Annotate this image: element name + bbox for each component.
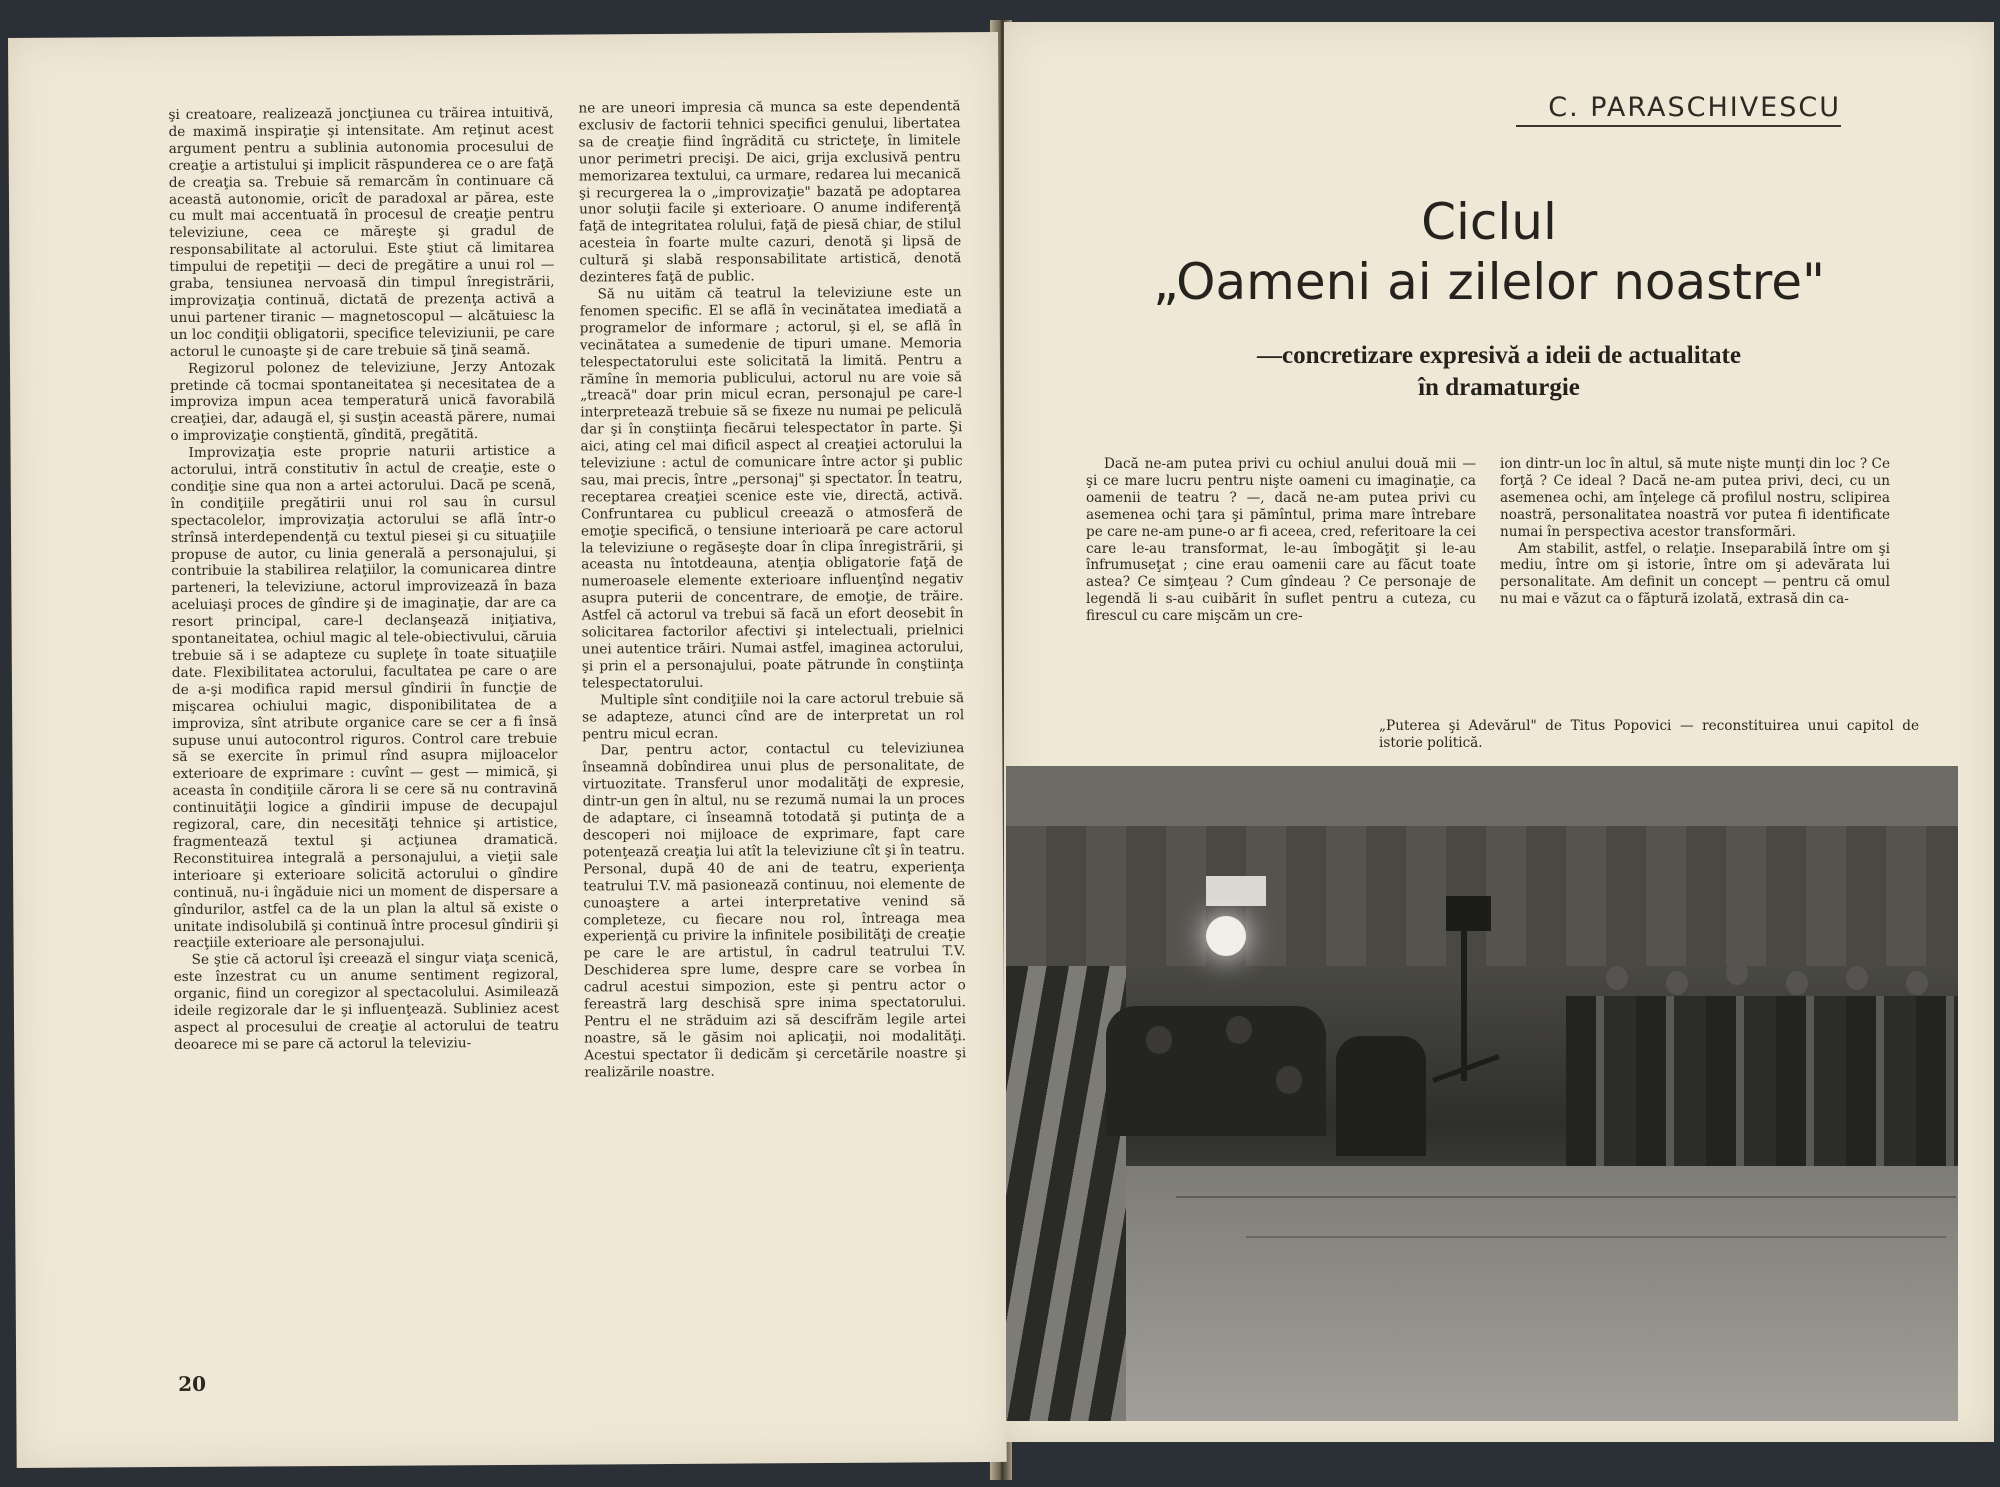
left-page: [8, 32, 1007, 1468]
left-column-2: [578, 98, 966, 1081]
subtitle-line-1: —concretizare expresivă a ideii de actualitate: [1257, 342, 1741, 369]
paragraph: Improvizaţia este proprie naturii artistice a actorului, intră constitutiv în actul de creaţie, este o condiţie sine qua non a artei actorului. Dacă pe scenă, în condiţiile pregătirii unui rol sau în cursul spectacolelor, improvizaţia actorului se află într-o strînsă interdependenţă cu textul piesei şi cu situaţiile propuse de autor, cu linia generală a personajului, şi contribuie la stabilirea relaţiilor, la comunicarea dintre parteneri, la televiziune, actorul improvizează în baza aceluiaşi proces de gîndire şi de imaginaţie, dar are ca resort principal, care-l declanşează iniţiativa, spontaneitatea, ochiul magic al tele-obiectivului, căruia trebuie să i se adapteze cu supleţe în toate situaţiile date. Flexibilitatea actorului, facultatea pe care o are de a-şi modifica rapid mersul gîndirii în funcţie de mişcarea ochiului magic, disponibilitatea de a improviza, sînt atribute organice care se cer a fi însă supuse unui autocontrol riguros. Control care trebuie să se exercite în primul rînd asupra mijloacelor exterioare de exprimare : cuvînt — gest — mimică, şi aceasta în condiţiile cărora li se cere să nu contravină continuităţii logice a gîndirii impuse de decupajul regizoral, care, din necesităţi tehnice şi artistice, fragmentează textul şi acţiunea dramatică. Reconstituirea integrală a personajului, a vieţii sale interioare şi exterioare solicită actorului o gîndire continuă, nu-i îngăduie nici un moment de dispersare a gîndurilor, astfel ca de la un plan la altul să existe o unitate indisolubilă şi continuă între procesul gîndirii şi reacţiile exterioare ale personajului.: [170, 442, 559, 952]
paragraph: ion dintr-un loc în altul, să mute nişte munţi din loc ? Ce forţă ? Ce ideal ? Dacă ne-am putea privi, deci, cu un asemenea ochi, am înţelege că profilul nostru, sclipirea noastră, personalitatea noastră vor putea fi identificate numai în perspectiva acestor transformări.: [1500, 456, 1890, 540]
title-line-1: Ciclul: [1421, 193, 1557, 251]
right-column-1: [1086, 456, 1476, 625]
article-subtitle: [1094, 340, 1904, 404]
article-title: [1074, 192, 1904, 312]
paragraph: ne are uneori impresia că munca sa este dependentă exclusiv de factorii tehnici specifici genului, libertatea sa de creaţie fiind îngrădită cu stricteţe, în limitele unor perimetri precişi. De aici, grija exclusivă pentru memorizarea textului, ca urmare, redarea lui mecanică şi recurgerea la o „improvizaţie" bazată pe adoptarea unor soluţii facile şi exterioare. O anume indiferenţă faţă de integritatea rolului, faţă de piesă chiar, de stilul acesteia în foarte multe cazuri, denotă şi lipsă de cultură şi slabă responsabilitate artistică, denotă dezinteres faţă de public.: [578, 98, 962, 286]
photo-caption: „Puterea şi Adevărul" de Titus Popovici — reconstituirea unui capitol de istorie politică.: [1379, 718, 1919, 751]
paragraph: Dar, pentru actor, contactul cu televiziunea înseamnă dobîndirea unui plus de personalitate, de virtuozitate. Transferul unor modalităţi de expresie, dintr-un gen în altul, nu se rezumă numai la un proces de adaptare, ci înseamnă totodată şi putinţa de a descoperi noi mijloace de exprimare, fapt care potenţează creaţia lui atît la televiziune cît şi în teatru. Personal, după 40 de ani de teatru, experienţa teatrului T.V. mă pasionează continuu, noi elemente de cunoaştere a artei interpretative venind să completeze, cu fiecare nou rol, întreaga mea experienţă cu privire la infinitele posibilităţi de creaţie pe care le are artistul, în cadrul teatrului T.V. Deschiderea spre lume, despre care se vorbea în cadrul acestui simpozion, este şi pentru actor o fereastră larg deschisă spre inima spectatorului. Pentru el ne străduim azi să descifrăm legile artei noastre, să le găsim noi aplicaţii, noi modalităţi. Acestui spectator îi dedicăm şi cercetările noastre şi realizările noastre.: [582, 740, 967, 1081]
subtitle-line-2: în dramaturgie: [1418, 374, 1580, 401]
paragraph: Regizorul polonez de televiziune, Jerzy Antozak pretinde că tocmai spontaneitatea şi necesitatea de a improviza impun acea temperatură unică favorabilă creaţiei, dar, adaugă el, şi susţin această părere, numai o improvizaţie conştientă, gîndită, pregătită.: [170, 358, 556, 445]
right-page: [1004, 22, 1994, 1442]
studio-photo: [1006, 766, 1958, 1421]
right-column-2: [1500, 456, 1890, 608]
left-column-1: [168, 105, 559, 1054]
title-line-2: „Oameni ai zilelor noastre": [1152, 253, 1826, 311]
paragraph: Am stabilit, astfel, o relaţie. Inseparabilă între om şi mediu, între om şi istorie, între om şi adevărata lui personalitate. Am definit un concept — pentru că omul nu mai e văzut ca o făptură izolată, extrasă din ca-: [1500, 540, 1890, 608]
paragraph: şi creatoare, realizează joncţiunea cu trăirea intuitivă, de maximă inspiraţie şi intensitate. Am reţinut acest argument pentru a sublinia autonomia procesului de creaţie a artistului şi implicit răspunderea ce o are faţă de creaţia sa. Trebuie să remarcăm în continuare că această autonomie, oricît de paradoxal ar părea, este cu mult mai accentuată în procesul de creaţie pentru televiziune, ceea ce măreşte şi gradul de responsabilitate al actorului. Este ştiut că limitarea timpului de repetiţii — deci de pregătire a unui rol — graba, tensiunea nervoasă din timpul înregistrării, improvizaţia continuă, dictată de prezenţa activă a unui partener tiranic — magnetoscopul — alcătuiesc la un loc condiţii obligatorii, specifice televiziunii, pe care actorul le cunoaşte şi de care trebuie să ţină seamă.: [168, 104, 555, 360]
paragraph: Să nu uităm că teatrul la televiziune este un fenomen specific. El se află în vecinătatea imediată a programelor de informare ; actorul, şi el, se află în vecinătatea a sumedenie de tipuri umane. Memoria telespectatorului este solicitată la limită. Pentru a rămîne în memoria publicului, actorul nu are voie să „treacă" doar prin micul ecran, personajul pe care-l interpretează trebuie să se fixeze nu numai pe peliculă dar şi în conştiinţa fiecărui telespectator în parte. Şi aici, ating cel mai dificil aspect al creaţiei actorului la televiziune : actul de comunicare între actor şi public sau, mai precis, între „personaj" şi spectator. În teatru, receptarea creaţiei scenice este vie, directă, activă. Confruntarea cu publicul creează o atmosferă de emoţie specifică, o tensiune interioară pe care actorul la televiziune o regăseşte doar în clipa înregistrării, şi aceasta nu întotdeauna, atenţia obligatorie faţă de numeroasele elemente exterioare influenţînd negativ asupra puterii de concentrare, de emoţie, de trăire. Astfel că actorul va trebui să facă un efort deosebit în solicitarea factorilor afectivi şi intelectuali, prielnici unei autentice trăiri. Numai astfel, imaginea actorului, şi prin el a personajului, poate pătrunde în conştiinţa telespectatorului.: [579, 284, 964, 692]
paragraph: Dacă ne-am putea privi cu ochiul anului două mii — şi ce mare lucru pentru nişte oameni cu imaginaţie, ca oamenii de teatru ? —, dacă ne-am putea privi cu asemenea ochi ţara şi pămîntul, prima mare întrebare pe care ne-am pune-o ar fi aceea, cred, referitoare la cei care le-au transformat, le-au îmbogăţit şi le-au înfrumuseţat ; cine erau oamenii care au făcut toate astea? Ce simţeau ? Cum gîndeau ? Ce personaje de legendă li s-au cuibărit în suflet pentru a cuteza, cu firescul cu care mişcăm un cre-: [1086, 456, 1476, 625]
page-number: 20: [178, 1371, 207, 1396]
paragraph: Se ştie că actorul îşi creează el singur viaţa scenică, este înzestrat cu un anume sentiment regizoral, organic, fiind un coregizor al spectacolului. Asimilează ideile regizorale dar le şi influenţează. Subliniez acest aspect al procesului de creaţie al actorului de teatru deoarece mi se pare că actorul la televiziu-: [173, 949, 560, 1053]
paragraph: Multiple sînt condiţiile noi la care actorul trebuie să se adapteze, atunci cînd are de interpretat un rol pentru micul ecran.: [582, 689, 965, 743]
article-author: C. PARASCHIVESCU: [1516, 92, 1841, 127]
